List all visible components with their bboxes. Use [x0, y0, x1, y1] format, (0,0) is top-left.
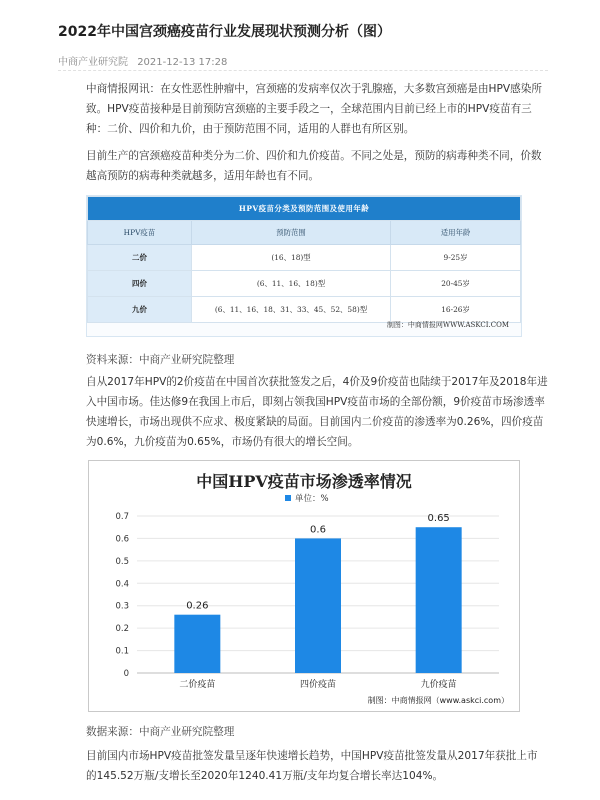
- hpv-table-figure: [86, 195, 522, 337]
- category-label: 二价疫苗: [179, 680, 216, 690]
- y-tick-label: 0.4: [115, 579, 129, 590]
- table-caption: HPV疫苗分类及预防范围及使用年龄: [88, 197, 521, 221]
- table-header: 适用年龄: [391, 221, 521, 245]
- hpv-table: [87, 196, 521, 323]
- table-header: 预防范围: [191, 221, 390, 245]
- category-label: 四价疫苗: [299, 680, 337, 690]
- article-title: 2022年中国宫颈癌疫苗行业发展现状预测分析（图）: [58, 24, 391, 40]
- table-cell-type: 九价: [88, 297, 192, 323]
- chart-svg: [89, 461, 519, 711]
- bar: [295, 538, 341, 673]
- table-cell-type: 二价: [88, 245, 192, 271]
- article-date: 2021-12-13 17:28: [137, 57, 228, 68]
- bar-value-label: 0.6: [310, 524, 326, 536]
- table-cell-range: (6、11、16、18)型: [191, 271, 390, 297]
- bar-value-label: 0.65: [427, 513, 450, 525]
- chart-title: 中国HPV疫苗市场渗透率情况: [196, 472, 412, 491]
- table-row: [88, 297, 521, 323]
- legend-swatch: [285, 495, 291, 501]
- source-note-2: 数据来源：中商产业研究院整理: [86, 726, 235, 738]
- source-note-1: 资料来源：中商产业研究院整理: [86, 354, 235, 366]
- table-cell-range: (6、11、16、18、31、33、45、52、58)型: [191, 297, 390, 323]
- paragraph-types: 目前生产的宫颈癌疫苗种类分为二价、四价和九价疫苗。不同之处是，预防的病毒种类不同，价数越高预防的病毒种类就越多，适用年龄也有不同。: [86, 150, 542, 182]
- divider: [58, 70, 548, 71]
- y-tick-label: 0.5: [115, 556, 129, 567]
- penetration-chart: [88, 460, 520, 712]
- table-cell-age: 20-45岁: [391, 271, 521, 297]
- y-tick-label: 0.3: [115, 601, 129, 612]
- legend-label: 单位：%: [295, 494, 329, 504]
- table-row: [88, 271, 521, 297]
- bar: [416, 527, 462, 673]
- y-tick-label: 0.2: [115, 624, 129, 635]
- table-note: 制图：中商情报网WWW.ASKCI.COM: [386, 321, 509, 329]
- table-header: HPV疫苗: [88, 221, 192, 245]
- paragraph-market: 自从2017年HPV的2价疫苗在中国首次获批签发之后，4价及9价疫苗也陆续于2017年及2018年进入中国市场。佳达修9在我国上市后，即刻占领我国HPV疫苗市场的全部份额，9价疫苗市场渗透率快速增长，市场出现供不应求、极度紧缺的局面。目前国内二价疫苗的渗透率为0.26%，四价疫苗为0.6%，九价疫苗为0.65%，市场仍有很大的增长空间。: [86, 376, 548, 448]
- y-tick-label: 0.6: [115, 534, 129, 545]
- article-publisher[interactable]: 中商产业研究院: [58, 57, 128, 68]
- table-cell-type: 四价: [88, 271, 192, 297]
- chart-note: 制图：中商情报网（www.askci.com）: [367, 696, 509, 705]
- bar-value-label: 0.26: [186, 600, 209, 612]
- table-cell-age: 9-25岁: [391, 245, 521, 271]
- article-meta: [58, 53, 233, 68]
- paragraph-intro: 中商情报网讯：在女性恶性肿瘤中，宫颈癌的发病率仅次于乳腺癌，大多数宫颈癌是由HPV感染所致。HPV疫苗接种是目前预防宫颈癌的主要手段之一，全球范围内目前已经上市的HPV疫苗有三种：二价、四价和九价，由于预防范围不同，适用的人群也有所区别。: [86, 83, 542, 135]
- table-row: [88, 245, 521, 271]
- paragraph-batch: 目前国内市场HPV疫苗批签发量呈逐年快速增长趋势，中国HPV疫苗批签发量从2017年获批上市的145.52万瓶/支增长至2020年1240.41万瓶/支年均复合增长率达104%。: [86, 750, 538, 782]
- y-tick-label: 0: [123, 669, 129, 679]
- y-tick-label: 0.1: [115, 646, 129, 657]
- table-cell-range: (16、18)型: [191, 245, 390, 271]
- table-cell-age: 16-26岁: [391, 297, 521, 323]
- bar: [174, 615, 220, 673]
- y-tick-label: 0.7: [115, 512, 129, 522]
- category-label: 九价疫苗: [420, 680, 457, 690]
